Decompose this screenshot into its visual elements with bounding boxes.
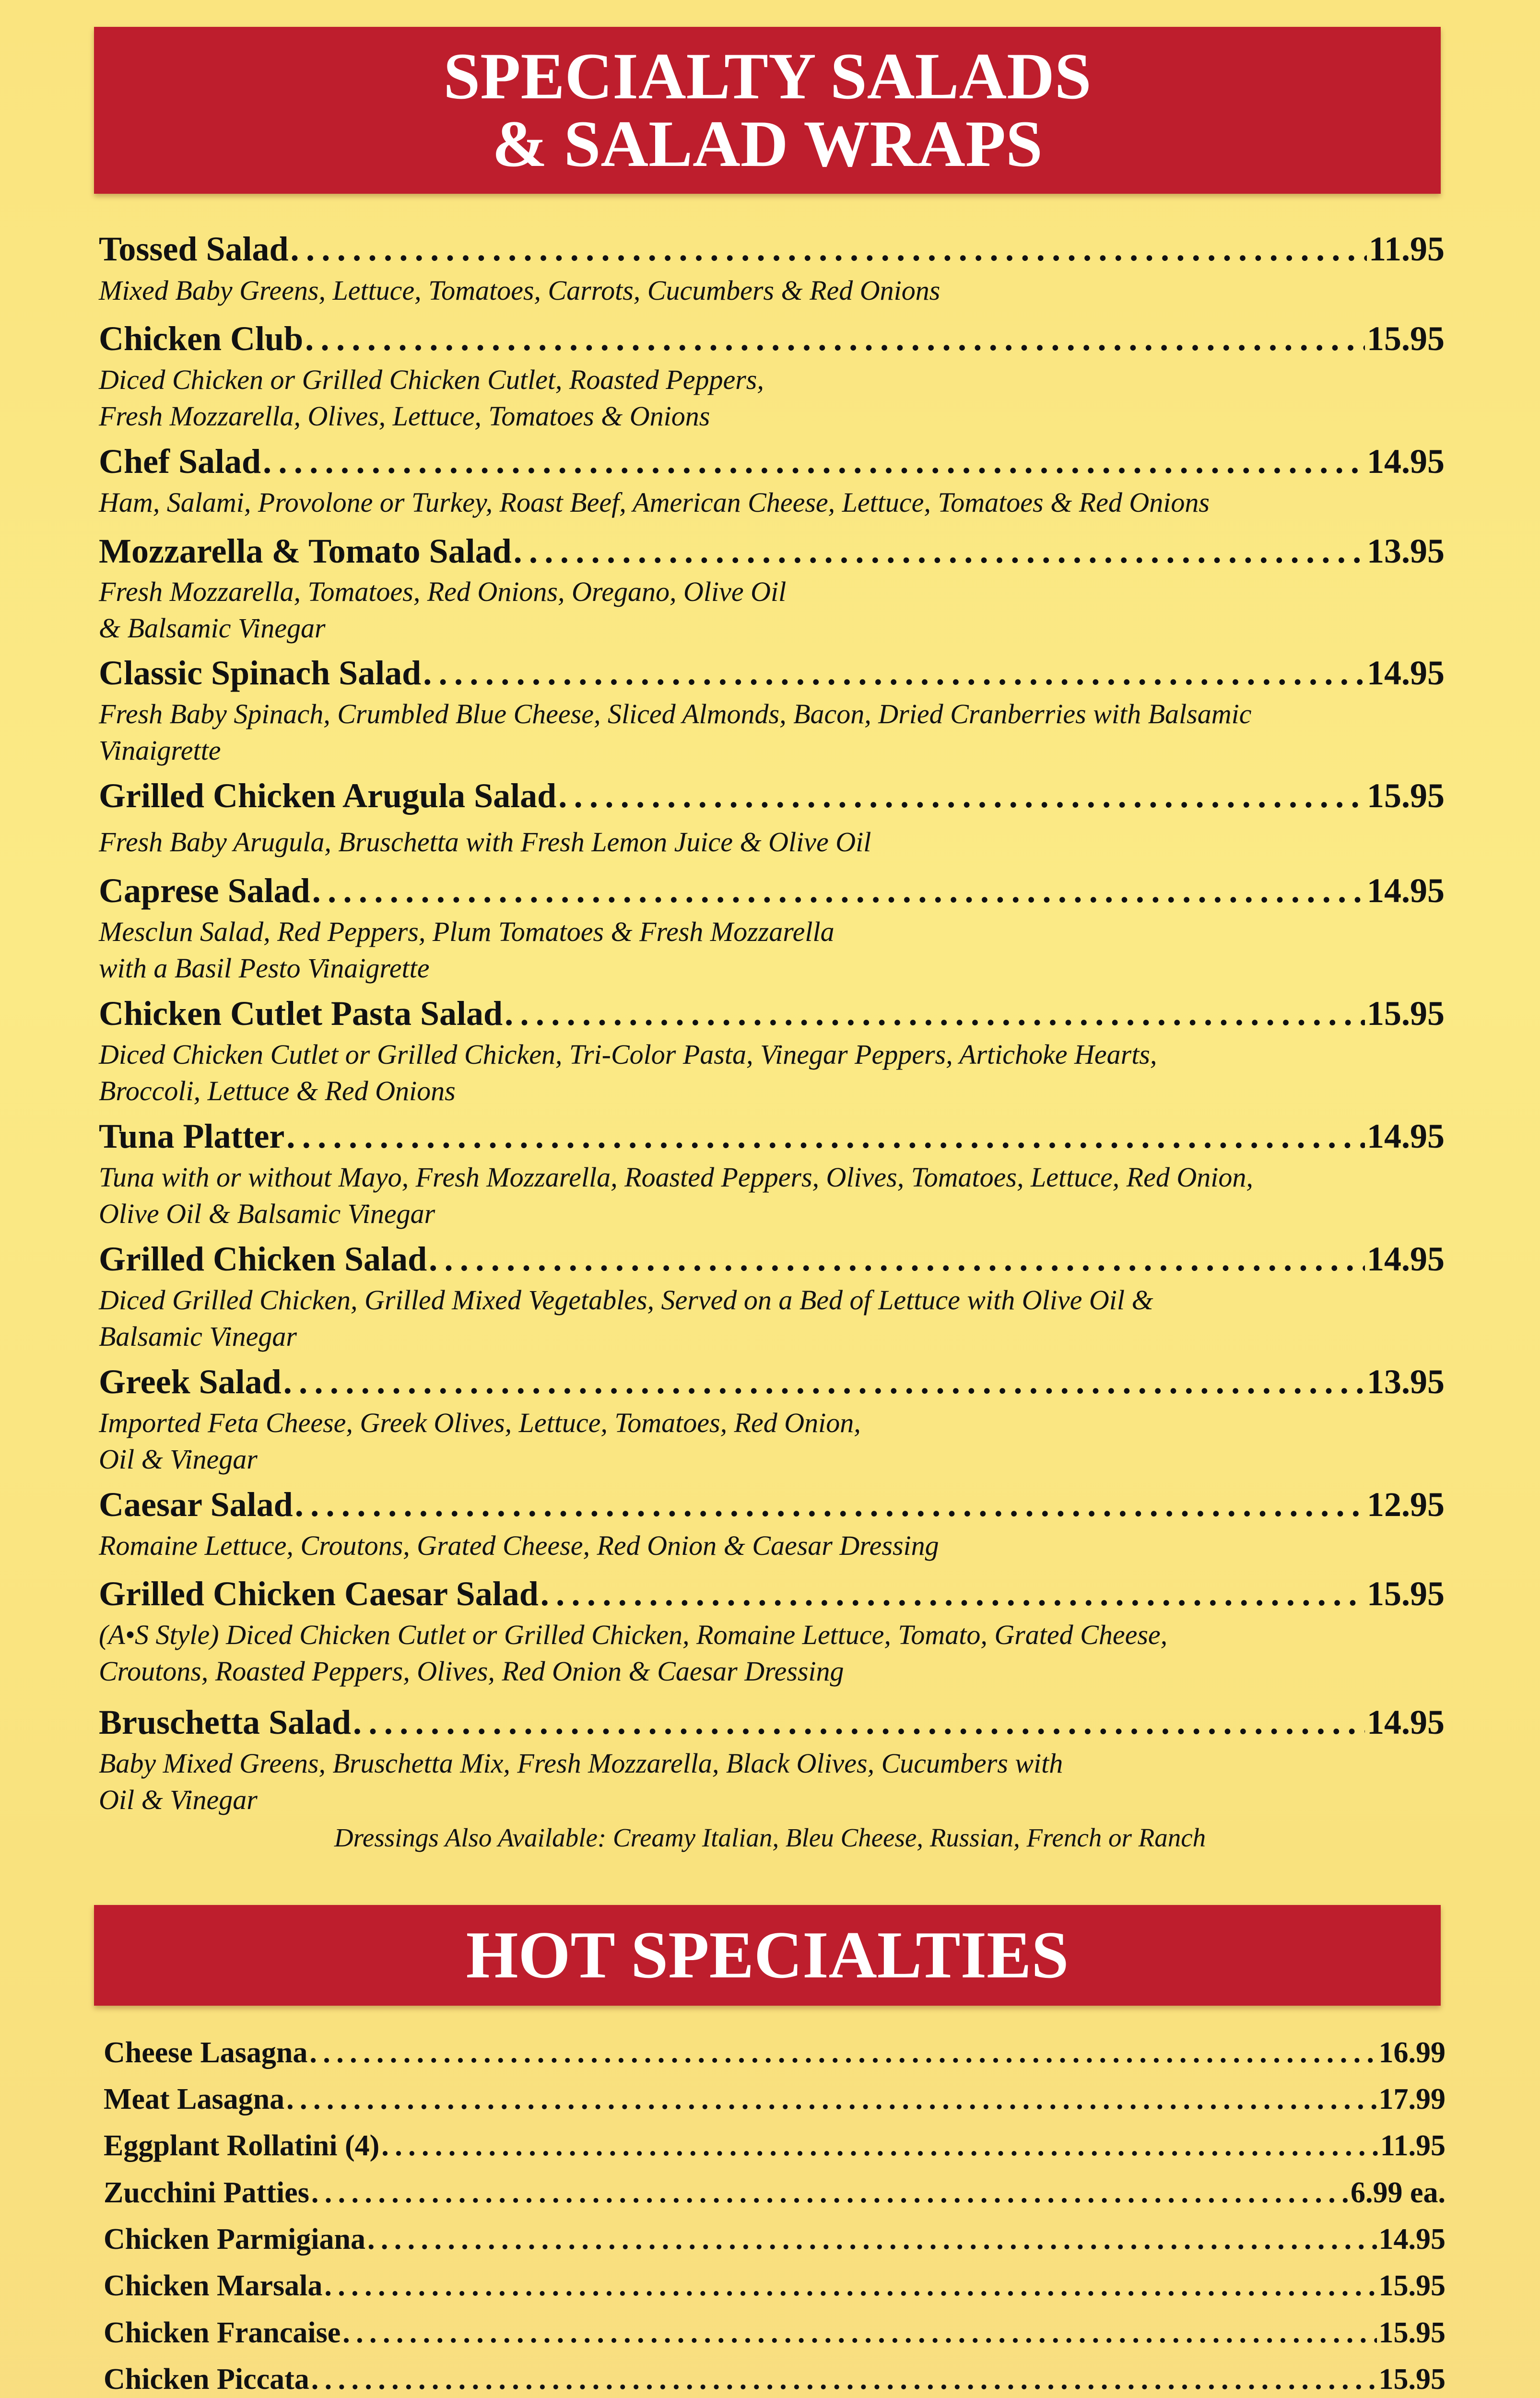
hot-item-chicken-piccata (104, 2363, 1446, 2398)
item-name: Bruschetta Salad (99, 1703, 352, 1741)
hot-item-chicken-parmigiana (104, 2222, 1446, 2261)
item-price: 15.95 (1378, 2316, 1446, 2349)
item-price: 11.95 (1368, 230, 1445, 268)
salad-item-mozzarella-tomato (99, 531, 1445, 575)
salad-item-caesar (99, 1485, 1445, 1528)
item-name: Mozzarella & Tomato Salad (99, 532, 512, 570)
item-description: Imported Feta Cheese, Greek Olives, Lettuce, Tomatoes, Red Onion, Oil & Vinegar (99, 1407, 861, 1475)
item-price: 14.95 (1367, 654, 1445, 692)
item-name: Classic Spinach Salad (99, 654, 422, 692)
leader-dots (505, 994, 1365, 1034)
item-description: Baby Mixed Greens, Bruschetta Mix, Fresh Mozzarella, Black Olives, Cucumbers with Oil & Vinegar (99, 1748, 1063, 1815)
salad-item-tuna-platter (99, 1117, 1445, 1160)
item-price: 14.95 (1367, 1117, 1445, 1155)
leader-dots (342, 2316, 1376, 2350)
leader-dots (514, 531, 1365, 571)
salad-item-grilled-chicken-arugula (99, 776, 1445, 819)
item-price: 13.95 (1367, 1363, 1445, 1401)
salad-item-chef-salad (99, 442, 1445, 485)
item-price: 12.95 (1367, 1485, 1445, 1524)
item-description: Ham, Salami, Provolone or Turkey, Roast Beef, American Cheese, Lettuce, Tomatoes & Red Onions (99, 487, 1210, 518)
leader-dots (353, 1703, 1365, 1742)
item-price: 16.99 (1378, 2036, 1446, 2069)
salads-title-line1: SPECIALTY SALADS (443, 39, 1092, 113)
item-description: Diced Chicken Cutlet or Grilled Chicken, Tri-Color Pasta, Vinegar Peppers, Artichoke Hearts, Broccoli, Lettuce & Red Onions (99, 1039, 1157, 1106)
item-price: 13.95 (1367, 532, 1445, 570)
item-name: Grilled Chicken Caesar Salad (99, 1575, 539, 1613)
salads-section-banner (94, 27, 1441, 194)
item-description: Fresh Mozzarella, Tomatoes, Red Onions, Oregano, Olive Oil & Balsamic Vinegar (99, 576, 787, 644)
salad-item-grilled-chicken-caesar (99, 1574, 1445, 1617)
item-price: 15.95 (1378, 2363, 1446, 2396)
item-price: 11.95 (1380, 2129, 1446, 2162)
item-name: Grilled Chicken Arugula Salad (99, 776, 557, 815)
item-name: Chicken Club (99, 319, 304, 358)
leader-dots (283, 1362, 1365, 1402)
leader-dots (312, 871, 1365, 911)
item-name: Chicken Piccata (104, 2363, 309, 2396)
item-name: Chicken Cutlet Pasta Salad (99, 994, 503, 1033)
salad-item-grilled-chicken-salad (99, 1239, 1445, 1282)
item-name: Tuna Platter (99, 1117, 285, 1155)
item-name: Eggplant Rollatini (4) (104, 2129, 380, 2162)
item-name: Zucchini Patties (104, 2176, 309, 2209)
leader-dots (305, 319, 1365, 359)
leader-dots (381, 2129, 1378, 2163)
item-description: Mesclun Salad, Red Peppers, Plum Tomatoes & Fresh Mozzarella with a Basil Pesto Vinaigrette (99, 916, 835, 984)
item-description: Mixed Baby Greens, Lettuce, Tomatoes, Carrots, Cucumbers & Red Onions (99, 275, 940, 306)
salad-item-chicken-club (99, 319, 1445, 362)
salad-item-tossed-salad (99, 229, 1445, 272)
item-name: Chef Salad (99, 442, 261, 481)
item-price: 14.95 (1378, 2223, 1446, 2256)
item-name: Cheese Lasagna (104, 2036, 308, 2069)
hot-item-chicken-marsala (104, 2269, 1446, 2307)
item-description: (A•S Style) Diced Chicken Cutlet or Grilled Chicken, Romaine Lettuce, Tomato, Grated Cheese, Croutons, Roasted Peppers, Olives, Red Onion & Caesar Dressing (99, 1619, 1168, 1687)
hot-specialties-title: HOT SPECIALTIES (466, 1917, 1069, 1992)
hot-item-eggplant-rollatini (104, 2129, 1446, 2167)
item-name: Tossed Salad (99, 230, 289, 268)
salad-item-bruschetta (99, 1703, 1445, 1746)
item-description: Fresh Baby Arugula, Bruschetta with Fresh Lemon Juice & Olive Oil (99, 826, 871, 858)
leader-dots (311, 2363, 1377, 2397)
hot-item-chicken-francaise (104, 2316, 1446, 2354)
item-name: Caprese Salad (99, 871, 310, 910)
leader-dots (291, 229, 1367, 269)
leader-dots (423, 653, 1365, 693)
hot-specialties-banner (94, 1905, 1441, 2006)
item-price: 15.95 (1367, 319, 1445, 358)
hot-item-zucchini-patties (104, 2176, 1446, 2214)
leader-dots (311, 2176, 1349, 2210)
item-name: Chicken Francaise (104, 2316, 341, 2349)
item-name: Meat Lasagna (104, 2083, 285, 2116)
item-name: Chicken Parmigiana (104, 2223, 365, 2256)
salad-item-greek (99, 1362, 1445, 1405)
leader-dots (309, 2036, 1376, 2070)
item-price: 6.99 ea. (1350, 2176, 1446, 2209)
item-price: 14.95 (1367, 1703, 1445, 1741)
item-name: Caesar Salad (99, 1485, 293, 1524)
dressings-note: Dressings Also Available: Creamy Italian, Bleu Cheese, Russian, French or Ranch (334, 1823, 1206, 1852)
item-description: Romaine Lettuce, Croutons, Grated Cheese, Red Onion & Caesar Dressing (99, 1530, 939, 1561)
salad-item-chicken-cutlet-pasta (99, 994, 1445, 1037)
item-name: Chicken Marsala (104, 2269, 323, 2302)
item-price: 17.99 (1378, 2083, 1446, 2116)
salads-title-line2: & SALAD WRAPS (492, 107, 1043, 180)
salad-item-classic-spinach (99, 653, 1445, 696)
item-price: 15.95 (1367, 776, 1445, 815)
item-price: 15.95 (1378, 2269, 1446, 2302)
leader-dots (541, 1574, 1365, 1614)
item-price: 14.95 (1367, 1240, 1445, 1278)
item-description: Tuna with or without Mayo, Fresh Mozzarella, Roasted Peppers, Olives, Tomatoes, Lettuce, Red Onion, Olive Oil & Balsamic Vinegar (99, 1162, 1253, 1229)
leader-dots (558, 776, 1365, 816)
leader-dots (286, 2082, 1376, 2116)
item-name: Grilled Chicken Salad (99, 1240, 427, 1278)
leader-dots (263, 442, 1365, 482)
hot-item-cheese-lasagna (104, 2036, 1446, 2074)
item-name: Greek Salad (99, 1363, 282, 1401)
item-description: Diced Chicken or Grilled Chicken Cutlet, Roasted Peppers, Fresh Mozzarella, Olives, Lettuce, Tomatoes & Onions (99, 364, 764, 432)
leader-dots (324, 2269, 1376, 2303)
leader-dots (286, 1117, 1365, 1156)
item-description: Fresh Baby Spinach, Crumbled Blue Cheese, Sliced Almonds, Bacon, Dried Cranberries with Balsamic Vinaigrette (99, 698, 1252, 766)
leader-dots (367, 2222, 1377, 2257)
item-description: Diced Grilled Chicken, Grilled Mixed Vegetables, Served on a Bed of Lettuce with Olive Oil & Balsamic Vinegar (99, 1284, 1153, 1352)
item-price: 14.95 (1367, 871, 1445, 910)
item-price: 14.95 (1367, 442, 1445, 481)
salad-item-caprese (99, 871, 1445, 914)
item-price: 15.95 (1367, 1575, 1445, 1613)
hot-item-meat-lasagna (104, 2082, 1446, 2121)
leader-dots (429, 1239, 1365, 1279)
item-price: 15.95 (1367, 994, 1445, 1033)
leader-dots (295, 1485, 1365, 1525)
